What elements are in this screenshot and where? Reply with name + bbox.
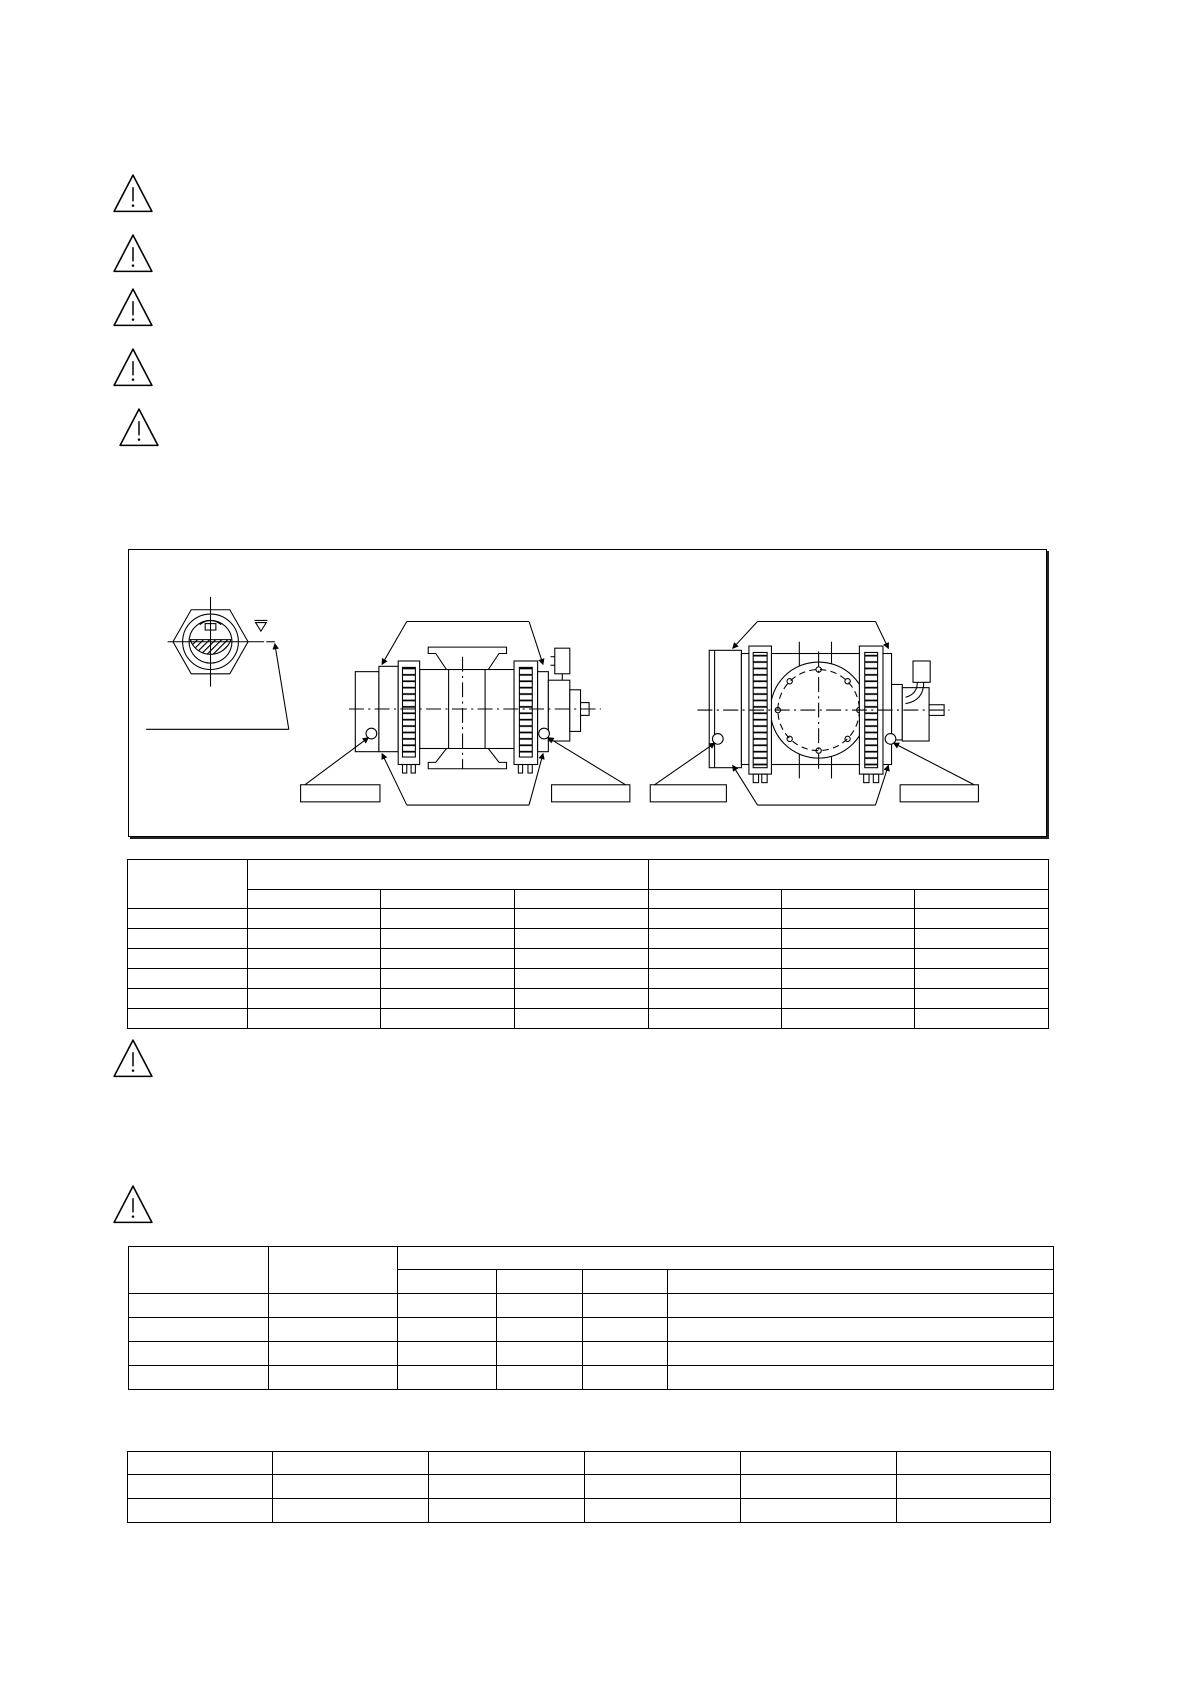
table-row (128, 1475, 1051, 1499)
table-cell (648, 969, 781, 989)
table-cell (248, 929, 381, 949)
table-cell (128, 969, 248, 989)
data-table-2 (128, 1246, 1054, 1390)
table-cell (668, 1342, 1054, 1366)
table-cell (128, 989, 248, 1009)
table-cell (648, 949, 781, 969)
table-cell (128, 909, 248, 929)
warning-triangle-icon (112, 1183, 154, 1226)
table-cell (897, 1499, 1051, 1523)
table-cell (248, 989, 381, 1009)
table-cell (741, 1475, 897, 1499)
table-cell (585, 1475, 741, 1499)
table-row (128, 1499, 1051, 1523)
table-cell (648, 909, 781, 929)
side-view-diagram (305, 622, 626, 806)
table-cell (129, 1342, 269, 1366)
table-cell (129, 1318, 269, 1342)
table-cell (128, 1009, 248, 1029)
table-header-cell (781, 890, 914, 909)
table-cell (515, 969, 648, 989)
table-cell (583, 1318, 668, 1342)
table-cell (781, 969, 914, 989)
table-cell (497, 1294, 583, 1318)
table-cell (668, 1318, 1054, 1342)
callout-label-box (650, 785, 726, 802)
table-header-cell (668, 1270, 1054, 1294)
table-cell (648, 1009, 781, 1029)
table-cell (497, 1366, 583, 1390)
table-row (129, 1318, 1054, 1342)
callout-label-box (552, 785, 630, 802)
table-row (128, 989, 1049, 1009)
table-cell (248, 949, 381, 969)
table-cell (248, 909, 381, 929)
table-header-cell (128, 860, 248, 909)
table-cell (668, 1366, 1054, 1390)
table-cell (914, 929, 1048, 949)
table-header-cell (497, 1270, 583, 1294)
table-cell (914, 969, 1048, 989)
table-cell (248, 969, 381, 989)
table-cell (914, 949, 1048, 969)
table-cell (273, 1452, 429, 1475)
table-header-cell (269, 1247, 398, 1294)
callout-label-box (301, 785, 380, 802)
table-row (129, 1366, 1054, 1390)
table-group-header (648, 860, 1048, 890)
table-cell (398, 1366, 497, 1390)
table-cell (497, 1318, 583, 1342)
table-cell (781, 909, 914, 929)
table-cell (248, 1009, 381, 1029)
table-cell (668, 1294, 1054, 1318)
table-cell (781, 989, 914, 1009)
front-view-diagram (655, 622, 975, 806)
table-header-cell (515, 890, 648, 909)
table-cell (381, 949, 515, 969)
table-cell (398, 1342, 497, 1366)
table-cell (497, 1342, 583, 1366)
table-cell (269, 1294, 398, 1318)
technical-drawing (128, 549, 1047, 837)
table-header-cell (248, 890, 381, 909)
table-cell (914, 1009, 1048, 1029)
table-cell (129, 1366, 269, 1390)
table-cell (781, 929, 914, 949)
table-cell (914, 989, 1048, 1009)
table-cell (429, 1499, 585, 1523)
warning-triangle-icon (112, 232, 154, 275)
table-cell (741, 1499, 897, 1523)
table-cell (381, 1009, 515, 1029)
table-cell (269, 1342, 398, 1366)
table-cell (781, 949, 914, 969)
table-row (128, 1009, 1049, 1029)
table-cell (515, 909, 648, 929)
table-cell (429, 1475, 585, 1499)
table-cell (128, 949, 248, 969)
table-cell (515, 929, 648, 949)
table-cell (269, 1366, 398, 1390)
table-cell (897, 1452, 1051, 1475)
table-row (129, 1342, 1054, 1366)
table-cell (269, 1318, 398, 1342)
table-row (128, 969, 1049, 989)
warning-triangle-icon (112, 346, 154, 389)
warning-triangle-icon (112, 1037, 154, 1080)
table-cell (515, 1009, 648, 1029)
table-cell (515, 949, 648, 969)
warning-triangle-icon (112, 286, 154, 329)
table-header-cell (129, 1247, 269, 1294)
table-row (128, 929, 1049, 949)
table-cell (741, 1452, 897, 1475)
table-cell (897, 1475, 1051, 1499)
table-row (128, 949, 1049, 969)
table-cell (429, 1452, 585, 1475)
table-cell (381, 909, 515, 929)
table-cell (583, 1366, 668, 1390)
data-table-1 (127, 859, 1049, 1029)
table-row (129, 1294, 1054, 1318)
table-cell (129, 1294, 269, 1318)
warning-triangle-icon (118, 406, 160, 449)
table-cell (381, 969, 515, 989)
warning-triangle-icon (112, 172, 154, 215)
table-cell (515, 989, 648, 1009)
table-header-cell (914, 890, 1048, 909)
data-table-3 (127, 1451, 1051, 1523)
table-row (128, 1452, 1051, 1475)
table-cell (914, 909, 1048, 929)
table-cell (381, 989, 515, 1009)
callout-label-box (900, 785, 978, 802)
table-cell (128, 1475, 273, 1499)
table-row (128, 909, 1049, 929)
table-cell (381, 929, 515, 949)
table-header-cell (583, 1270, 668, 1294)
table-cell (583, 1342, 668, 1366)
table-cell (128, 929, 248, 949)
table-cell (585, 1452, 741, 1475)
table-cell (273, 1475, 429, 1499)
sight-glass-diagram (146, 597, 289, 729)
table-cell (273, 1499, 429, 1523)
table-cell (781, 1009, 914, 1029)
table-cell (648, 929, 781, 949)
table-header-cell (381, 890, 515, 909)
table-cell (398, 1294, 497, 1318)
table-group-header (248, 860, 648, 890)
table-cell (128, 1499, 273, 1523)
table-group-header (398, 1247, 1054, 1270)
table-cell (585, 1499, 741, 1523)
table-cell (398, 1318, 497, 1342)
table-cell (648, 989, 781, 1009)
table-cell (128, 1452, 273, 1475)
table-cell (583, 1294, 668, 1318)
table-header-cell (398, 1270, 497, 1294)
table-header-cell (648, 890, 781, 909)
